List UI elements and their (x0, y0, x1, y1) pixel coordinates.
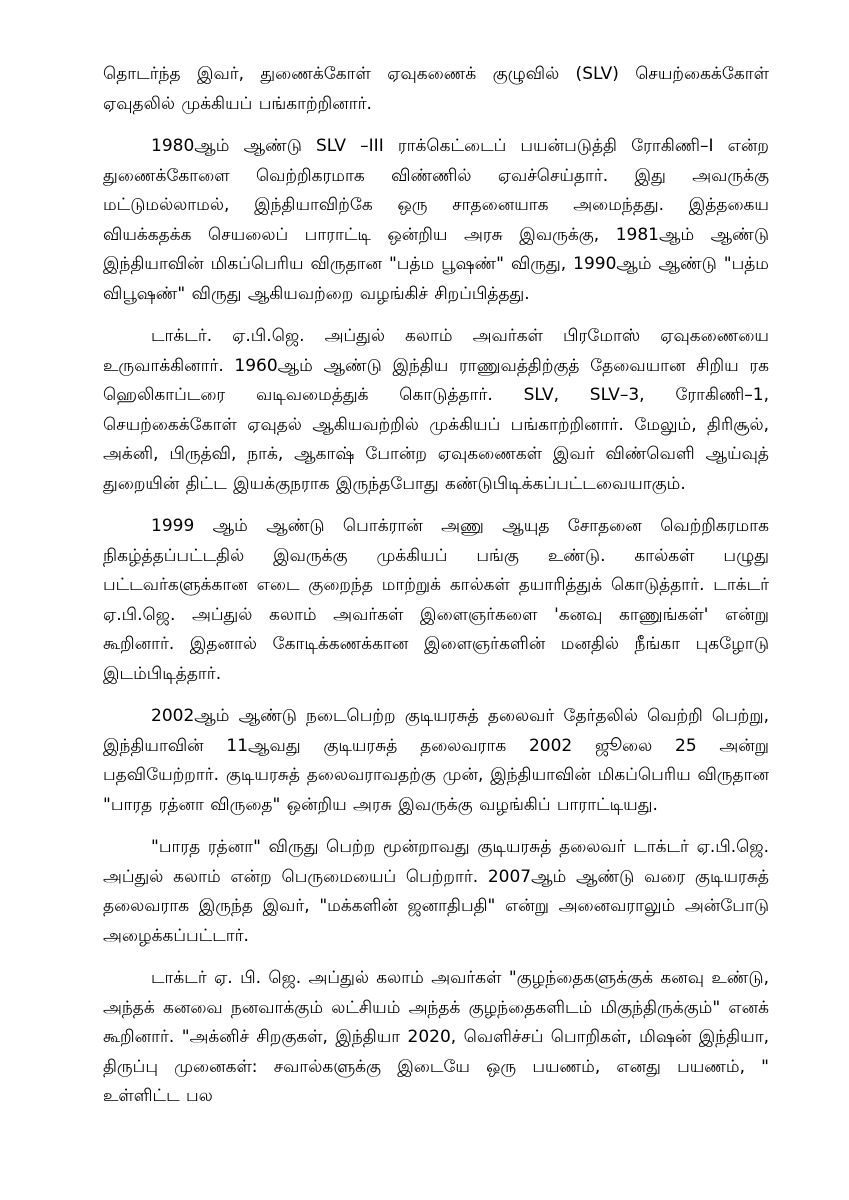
document-page (103, 60, 769, 1190)
paragraph-books: டாக்டர் ஏ. பி. ஜெ. அப்துல் கலாம் அவர்கள் "குழந்தைகளுக்குக் கனவு உண்டு, அந்தக் கனவை நனவாக்கும் லட்சியம் அந்தக் குழந்தைகளிடம் மிகுந்திருக்கும்" எனக் கூறினார். "அக்னிச் சிறகுகள், இந்தியா 2020, வெளிச்சப் பொறிகள், மிஷன் இந்தியா, திருப்பு முனைகள்: சவால்களுக்கு இடையே ஒரு பயணம், எனது பயணம், " உள்ளிட்ட பல (103, 968, 769, 1106)
paragraph-bharat-ratna: "பாரத ரத்னா" விருது பெற்ற மூன்றாவது குடியரசுத் தலைவர் டாக்டர் ஏ.பி.ஜெ. அப்துல் கலாம் என்ற பெருமையைப் பெற்றார். 2007ஆம் ஆண்டு வரை குடியரசுத் தலைவராக இருந்த இவர், "மக்களின் ஜனாதிபதி" என்று அனைவராலும் அன்போடு அழைக்கப்பட்டார். (103, 837, 769, 946)
paragraph-presidency: 2002ஆம் ஆண்டு நடைபெற்ற குடியரசுத் தலைவர் தேர்தலில் வெற்றி பெற்று, இந்தியாவின் 11ஆவது குடியரசுத் தலைவராக 2002 ஜூலை 25 அன்று பதவியேற்றார். குடியரசுத் தலைவராவதற்கு முன், இந்தியாவின் மிகப்பெரிய விருதான "பாரத ரத்னா விருதை" ஒன்றிய அரசு இவருக்கு வழங்கிப் பாராட்டியது. (103, 706, 769, 815)
paragraph-slv-continuation: தொடர்ந்த இவர், துணைக்கோள் ஏவுகணைக் குழுவில் (SLV) செயற்கைக்கோள் ஏவுதலில் முக்கியப் பங்காற்றினார். (103, 64, 769, 114)
paragraph-missiles: டாக்டர். ஏ.பி.ஜெ. அப்துல் கலாம் அவர்கள் பிரமோஸ் ஏவுகணையை உருவாக்கினார். 1960ஆம் ஆண்டு இந்திய ராணுவத்திற்குத் தேவையான சிறிய ரக ஹெலிகாப்டரை வடிவமைத்துக் கொடுத்தார். SLV, SLV–3, ரோகிணி–1, செயற்கைக்கோள் ஏவுதல் ஆகியவற்றில் முக்கியப் பங்காற்றினார். மேலும், திரிசூல், அக்னி, பிருத்வி, நாக், ஆகாஷ் போன்ற ஏவுகணைகள் இவர் விண்வெளி ஆய்வுத் துறையின் திட்ட இயக்குநராக இருந்தபோது கண்டுபிடிக்கப்பட்டவையாகும். (103, 326, 769, 494)
paragraph-pokhran: 1999 ஆம் ஆண்டு பொக்ரான் அணு ஆயுத சோதனை வெற்றிகரமாக நிகழ்த்தப்பட்டதில் இவருக்கு முக்கியப் பங்கு உண்டு. கால்கள் பழுது பட்டவர்களுக்கான எடை குறைந்த மாற்றுக் கால்கள் தயாரித்துக் கொடுத்தார். டாக்டர் ஏ.பி.ஜெ. அப்துல் கலாம் அவர்கள் இளைஞர்களை 'கனவு காணுங்கள்' என்று கூறினார். இதனால் கோடிக்கணக்கான இளைஞர்களின் மனதில் நீங்கா புகழோடு இடம்பிடித்தார். (103, 516, 769, 684)
paragraph-rohini-launch: 1980ஆம் ஆண்டு SLV –III ராக்கெட்டைப் பயன்படுத்தி ரோகிணி–I என்ற துணைக்கோளை வெற்றிகரமாக விண்ணில் ஏவச்செய்தார். இது அவருக்கு மட்டுமல்லாமல், இந்தியாவிற்கே ஒரு சாதனையாக அமைந்தது. இத்தகைய வியக்கதக்க செயலைப் பாராட்டி ஒன்றிய அரசு இவருக்கு, 1981ஆம் ஆண்டு இந்தியாவின் மிகப்பெரிய விருதான "பத்ம பூஷண்" விருது, 1990ஆம் ஆண்டு "பத்ம விபூஷண்" விருது ஆகியவற்றை வழங்கிச் சிறப்பித்தது. (103, 136, 769, 304)
